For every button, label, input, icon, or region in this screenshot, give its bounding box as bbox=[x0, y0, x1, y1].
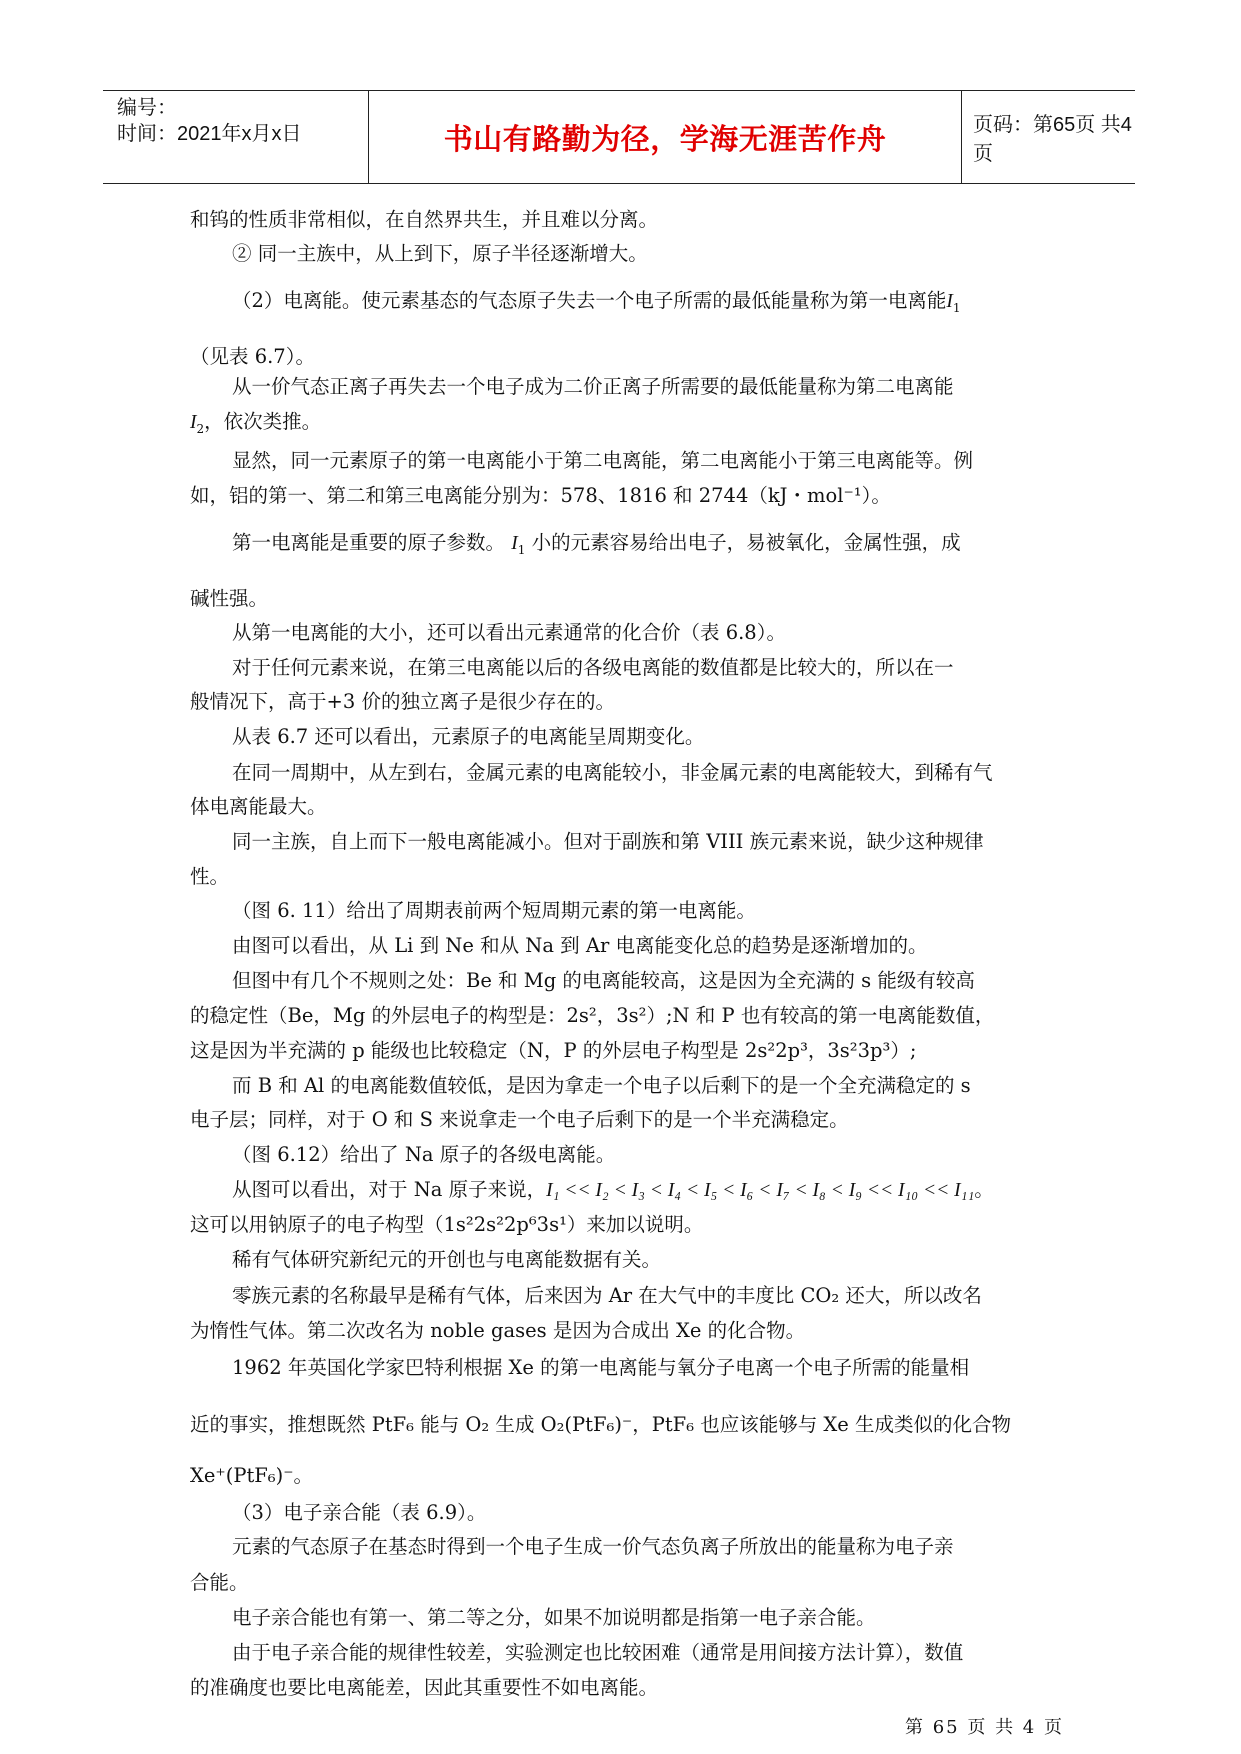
paragraph-line: ② 同一主族中，从上到下，原子半径逐渐增大。 bbox=[232, 242, 648, 265]
paragraph-line: 般情况下，高于+3 价的独立离子是很少存在的。 bbox=[190, 690, 615, 713]
paragraph-line: 从表 6.7 还可以看出，元素原子的电离能呈周期变化。 bbox=[232, 725, 705, 748]
paragraph-line: 元素的气态原子在基态时得到一个电子生成一价气态负离子所放出的能量称为电子亲 bbox=[232, 1535, 954, 1558]
line-text: （2）电离能。使元素基态的气态原子失去一个电子所需的最低能量称为第一电离能 bbox=[232, 289, 947, 312]
line-text: 从图可以看出，对于 Na 原子来说， bbox=[232, 1178, 547, 1201]
paragraph-line bbox=[232, 288, 961, 315]
paragraph-line: 这可以用钠原子的电子构型（1s²2s²2p⁶3s¹）来加以说明。 bbox=[190, 1213, 704, 1236]
paragraph-line: （图 6.12）给出了 Na 原子的各级电离能。 bbox=[232, 1143, 616, 1166]
symbol-subscript: 1 bbox=[517, 542, 526, 557]
paragraph-line: 零族元素的名称最早是稀有气体，后来因为 Ar 在大气中的丰度比 CO₂ 还大，所以改名 bbox=[232, 1284, 982, 1307]
paragraph-line: 合能。 bbox=[190, 1571, 249, 1594]
header-table bbox=[103, 90, 1135, 184]
paragraph-line: 的准确度也要比电离能差，因此其重要性不如电离能。 bbox=[190, 1676, 659, 1699]
header-meta bbox=[117, 95, 369, 147]
paragraph-line: 这是因为半充满的 p 能级也比较稳定（N，P 的外层电子构型是 2s²2p³，3s²3p³）; bbox=[190, 1039, 917, 1062]
symbol-i: I bbox=[946, 291, 953, 312]
symbol-i: I bbox=[190, 412, 197, 433]
paragraph-line: 从一价气态正离子再失去一个电子成为二价正离子所需要的最低能量称为第二电离能 bbox=[232, 375, 954, 398]
time-label: 时间：2021年x月x日 bbox=[117, 123, 302, 145]
paragraph-line: （见表 6.7）。 bbox=[190, 345, 315, 368]
paragraph-line: 碱性强。 bbox=[190, 587, 269, 610]
paragraph-line: 但图中有几个不规则之处：Be 和 Mg 的电离能较高，这是因为全充满的 s 能级有较高 bbox=[232, 969, 975, 992]
paragraph-line: 为惰性气体。第二次改名为 noble gases 是因为合成出 Xe 的化合物。 bbox=[190, 1319, 806, 1342]
paragraph-line: 如，铝的第一、第二和第三电离能分别为：578、1816 和 2744（kJ・mol⁻¹）。 bbox=[190, 484, 891, 507]
paragraph-line: （图 6. 11）给出了周期表前两个短周期元素的第一电离能。 bbox=[232, 899, 756, 922]
number-label: 编号： bbox=[117, 97, 177, 119]
paragraph-line: Xe⁺(PtF₆)⁻。 bbox=[190, 1464, 314, 1487]
paragraph-line: 由于电子亲合能的规律性较差，实验测定也比较困难（通常是用间接方法计算），数值 bbox=[232, 1641, 964, 1664]
symbol-subscript: 1 bbox=[952, 300, 961, 315]
page-footer: 第 65 页 共 4 页 bbox=[905, 1717, 1064, 1738]
paragraph-line: 和钨的性质非常相似，在自然界共生，并且难以分离。 bbox=[190, 208, 659, 231]
paragraph-line: 而 B 和 Al 的电离能数值较低，是因为拿走一个电子以后剩下的是一个全充满稳定的 s bbox=[232, 1074, 971, 1097]
symbol-i: I bbox=[511, 533, 518, 554]
ionization-formula: I₁ << I₂ < I₃ < I₄ < I₅ < I₆ < I₇ < I₈ < I₉ << I₁₀ << I₁₁ bbox=[546, 1180, 975, 1201]
paragraph-line: 的稳定性（Be，Mg 的外层电子的构型是：2s²，3s²）;N 和 P 也有较高的第一电离能数值， bbox=[190, 1004, 995, 1027]
paragraph-line: 从第一电离能的大小，还可以看出元素通常的化合价（表 6.8）。 bbox=[232, 621, 786, 644]
paragraph-line: 电子亲合能也有第一、第二等之分，如果不加说明都是指第一电子亲合能。 bbox=[232, 1606, 876, 1629]
paragraph-line: 1962 年英国化学家巴特利根据 Xe 的第一电离能与氧分子电离一个电子所需的能量相 bbox=[232, 1356, 970, 1379]
line-text: ，依次类推。 bbox=[204, 410, 322, 433]
paragraph-line: 由图可以看出，从 Li 到 Ne 和从 Na 到 Ar 电离能变化总的趋势是逐渐增加的。 bbox=[232, 934, 928, 957]
paragraph-line: 性。 bbox=[190, 865, 230, 888]
line-text: 小的元素容易给出电子，易被氧化，金属性强，成 bbox=[531, 531, 961, 554]
paragraph-line: 在同一周期中，从左到右，金属元素的电离能较小，非金属元素的电离能较大，到稀有气 bbox=[232, 761, 993, 784]
line-text: 第一电离能是重要的原子参数。 bbox=[232, 531, 506, 554]
line-text: 。 bbox=[974, 1178, 994, 1201]
paragraph-line: （3）电子亲合能（表 6.9）。 bbox=[232, 1501, 487, 1524]
header-divider bbox=[961, 91, 962, 183]
paragraph-line: 近的事实，推想既然 PtF₆ 能与 O₂ 生成 O₂(PtF₆)⁻，PtF₆ 也应该能够与 Xe 生成类似的化合物 bbox=[190, 1413, 1012, 1436]
paragraph-line: 显然，同一元素原子的第一电离能小于第二电离能，第二电离能小于第三电离能等。例 bbox=[232, 449, 974, 472]
paragraph-line bbox=[232, 1177, 994, 1204]
paragraph-line: 电子层；同样，对于 O 和 S 来说拿走一个电子后剩下的是一个半充满稳定。 bbox=[190, 1108, 849, 1131]
paragraph-line: 同一主族，自上而下一般电离能减小。但对于副族和第 VIII 族元素来说，缺少这种规律 bbox=[232, 830, 984, 853]
header-page-info: 页码：第65页 共4页 bbox=[973, 114, 1132, 165]
paragraph-line: 对于任何元素来说，在第三电离能以后的各级电离能的数值都是比较大的，所以在一 bbox=[232, 656, 954, 679]
header-motto: 书山有路勤为径，学海无涯苦作舟 bbox=[443, 121, 887, 156]
symbol-subscript: 2 bbox=[196, 421, 205, 436]
paragraph-line: 稀有气体研究新纪元的开创也与电离能数据有关。 bbox=[232, 1248, 662, 1271]
paragraph-line bbox=[190, 409, 321, 436]
paragraph-line: 体电离能最大。 bbox=[190, 795, 327, 818]
paragraph-line bbox=[232, 530, 961, 557]
